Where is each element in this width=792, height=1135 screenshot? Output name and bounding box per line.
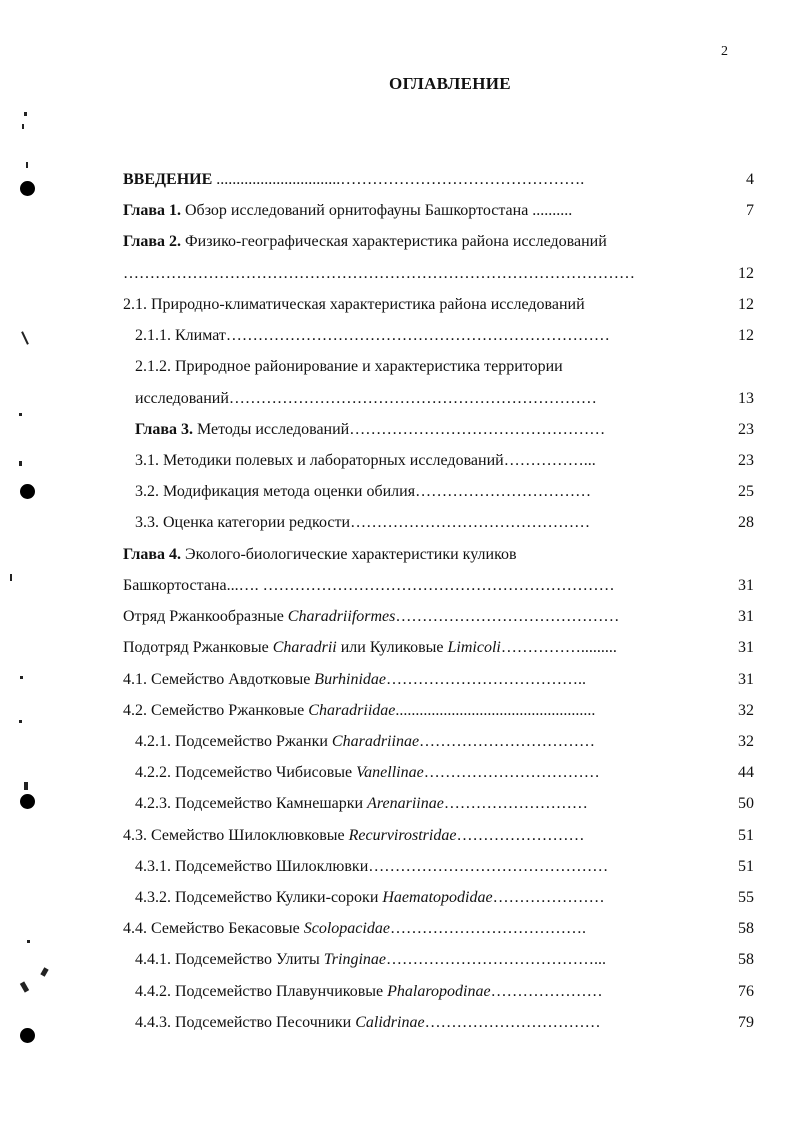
toc-entry-text: или Куликовые: [336, 639, 448, 656]
toc-entry-latin-name: Phalaropodinae: [387, 983, 491, 1000]
toc-entry-leader: ………………………………..: [386, 671, 586, 688]
toc-entry-text: 4.3.2. Подсемейство Кулики-сороки: [135, 889, 383, 906]
toc-entry-latin-name: Vanellinae: [356, 764, 424, 781]
toc-entry-leader: ……………………………………: [395, 608, 620, 625]
toc-entry: [135, 482, 591, 502]
toc-entry-leader: …………….........: [500, 639, 617, 656]
punch-hole-mark: [20, 794, 35, 809]
toc-entry: [135, 794, 588, 814]
toc-entry-text: Эколого-биологические характеристики куликов: [181, 546, 517, 563]
toc-entry-page: 23: [738, 452, 754, 469]
toc-entry-page: 13: [738, 390, 754, 407]
toc-entry-text: 2.1.2. Природное районирование и характеристика территории: [135, 358, 563, 375]
toc-entry: [123, 919, 586, 939]
toc-entry-page: 4: [746, 171, 754, 188]
page-title: ОГЛАВЛЕНИЕ: [389, 74, 511, 93]
toc-entry: [123, 170, 584, 190]
toc-entry-text: 2.1. Природно-климатическая характеристика района исследований: [123, 296, 585, 313]
toc-entry-text: 2.1.1. Климат………………………………………………………………: [135, 327, 610, 344]
toc-entry-heading: Глава 2.: [123, 233, 181, 250]
toc-entry-page: 31: [738, 639, 754, 656]
toc-entry-text: Отряд Ржанкообразные: [123, 608, 288, 625]
toc-entry: [123, 201, 572, 221]
toc-entry-page: 25: [738, 483, 754, 500]
toc-entry-page: 31: [738, 577, 754, 594]
toc-entry-text: ……………………………………………………………………………………: [123, 265, 635, 282]
toc-entry-text: Методы исследований…………………………………………: [193, 421, 606, 438]
toc-entry-text: 4.2.1. Подсемейство Ржанки: [135, 733, 332, 750]
toc-entry-text: 4.4. Семейство Бекасовые: [123, 920, 304, 937]
toc-entry-latin-name: Limicoli: [447, 639, 501, 656]
scan-speck: [19, 413, 22, 416]
scan-speck: [10, 574, 12, 581]
toc-entry: [135, 326, 610, 346]
toc-entry-latin-name: Haematopodidae: [382, 889, 493, 906]
punch-hole-mark: [20, 1028, 35, 1043]
toc-entry: [135, 357, 563, 377]
toc-entry-leader: ……………………………: [419, 733, 596, 750]
toc-entry-page: 12: [738, 327, 754, 344]
scan-speck: [20, 676, 23, 679]
toc-entry-text: 4.3. Семейство Шилоклювковые: [123, 827, 349, 844]
toc-entry: [123, 264, 635, 284]
toc-entry-page: 55: [738, 889, 754, 906]
scan-speck: [24, 782, 28, 790]
toc-entry-latin-name: Charadriiformes: [287, 608, 396, 625]
toc-entry-page: 7: [746, 202, 754, 219]
scan-speck: [19, 461, 22, 466]
toc-entry-latin-name: Charadrii: [272, 639, 337, 656]
toc-entry: [135, 950, 606, 970]
toc-entry-latin-name: Tringinae: [323, 951, 387, 968]
toc-entry-leader: ……………………………….: [389, 920, 586, 937]
toc-entry-text: 3.3. Оценка категории редкости………………………………………: [135, 514, 591, 531]
scan-speck: [27, 940, 30, 943]
toc-entry-page: 58: [738, 951, 754, 968]
toc-entry-leader: ………………………: [443, 795, 588, 812]
toc-entry-latin-name: Recurvirostridae: [348, 827, 457, 844]
toc-entry-heading: ВВЕДЕНИЕ: [123, 171, 213, 188]
toc-entry: [135, 732, 595, 752]
toc-entry-text: 4.2.3. Подсемейство Камнешарки: [135, 795, 368, 812]
toc-entry-page: 12: [738, 296, 754, 313]
toc-entry-page: 28: [738, 514, 754, 531]
toc-entry: [135, 420, 605, 440]
toc-entry-text: Физико-географическая характеристика района исследований: [181, 233, 607, 250]
toc-entry-heading: Глава 4.: [123, 546, 181, 563]
toc-entry: [135, 982, 603, 1002]
toc-entry-page: 50: [738, 795, 754, 812]
toc-entry-leader: ……………………: [456, 827, 585, 844]
toc-entry-page: 79: [738, 1014, 754, 1031]
toc-entry-page: 31: [738, 608, 754, 625]
scan-speck: [22, 124, 24, 129]
punch-hole-mark: [20, 484, 35, 499]
toc-entry-page: 51: [738, 827, 754, 844]
toc-entry-leader: …………………………………...: [386, 951, 607, 968]
page-number: 2: [721, 44, 728, 59]
toc-entry-page: 23: [738, 421, 754, 438]
toc-entry-page: 12: [738, 265, 754, 282]
toc-entry-text: Подотряд Ржанковые: [123, 639, 273, 656]
scan-speck: [26, 162, 28, 168]
toc-entry: [135, 513, 590, 533]
toc-entry-latin-name: Charadriinae: [331, 733, 420, 750]
scan-speck: [19, 720, 22, 723]
toc-entry-heading: Глава 1.: [123, 202, 181, 219]
punch-hole-mark: [20, 181, 35, 196]
toc-entry-text: 4.4.3. Подсемейство Песочники: [135, 1014, 356, 1031]
toc-entry: [123, 607, 619, 627]
toc-entry-text: 4.1. Семейство Авдотковые: [123, 671, 315, 688]
toc-entry-latin-name: Scolopacidae: [303, 920, 390, 937]
toc-entry-text: 3.2. Модификация метода оценки обилия……………………………: [135, 483, 592, 500]
toc-entry: [135, 451, 596, 471]
toc-entry-page: 76: [738, 983, 754, 1000]
toc-entry: [123, 701, 595, 721]
toc-entry: [123, 232, 607, 252]
toc-entry-text: Обзор исследований орнитофауны Башкортостана ..........: [181, 202, 573, 219]
toc-entry-text: 4.3.1. Подсемейство Шилоклювки………………………………………: [135, 858, 609, 875]
toc-entry: [123, 576, 615, 596]
toc-entry-latin-name: Burhinidae: [314, 671, 386, 688]
toc-entry: [135, 857, 608, 877]
toc-entry: [135, 389, 597, 409]
toc-entry-page: 51: [738, 858, 754, 875]
toc-entry-page: 58: [738, 920, 754, 937]
scan-speck: [24, 112, 27, 116]
toc-entry-text: исследований……………………………………………………………: [135, 390, 597, 407]
toc-entry-text: 4.2. Семейство Ржанковые: [123, 702, 309, 719]
toc-entry-text: 4.4.2. Подсемейство Плавунчиковые: [135, 983, 388, 1000]
toc-entry-text: 4.4.1. Подсемейство Улиты: [135, 951, 324, 968]
toc-entry-page: 32: [738, 733, 754, 750]
toc-entry: [135, 763, 600, 783]
toc-entry-leader: …………………: [490, 983, 603, 1000]
toc-entry-text: 3.1. Методики полевых и лабораторных исследований……………...: [135, 452, 596, 469]
toc-entry: [123, 670, 586, 690]
toc-entry-page: 44: [738, 764, 754, 781]
toc-entry: [123, 826, 584, 846]
toc-entry-leader: ……………………………: [424, 1014, 601, 1031]
toc-entry: [123, 638, 617, 658]
toc-entry-latin-name: Charadriidae: [308, 702, 396, 719]
toc-entry: [135, 888, 605, 908]
toc-entry-page: 32: [738, 702, 754, 719]
toc-entry-text: 4.2.2. Подсемейство Чибисовые: [135, 764, 357, 781]
toc-entry-latin-name: Arenariinae: [367, 795, 444, 812]
toc-entry-page: 31: [738, 671, 754, 688]
toc-entry-text: Башкортостана...…. …………………………………………………………: [123, 577, 615, 594]
toc-entry: [123, 295, 585, 315]
toc-entry-leader: …………………: [492, 889, 605, 906]
toc-entry-latin-name: Calidrinae: [355, 1014, 425, 1031]
toc-entry: [123, 545, 517, 565]
toc-entry-leader: ……………………………: [423, 764, 600, 781]
toc-entry-text: ...............................……………………………………….: [212, 171, 585, 188]
toc-entry-heading: Глава 3.: [135, 421, 193, 438]
toc-entry-leader: ..................................................: [395, 702, 596, 719]
toc-entry: [135, 1013, 601, 1033]
